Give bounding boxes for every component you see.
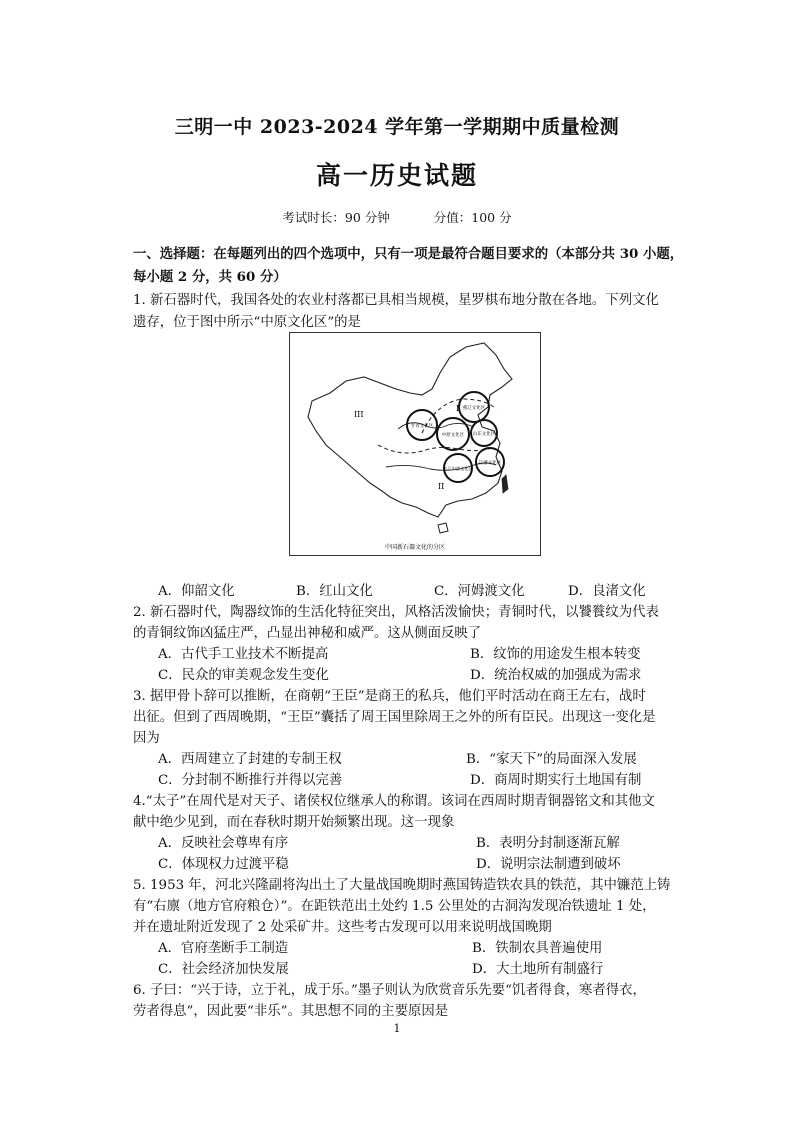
map-hainan-island [438, 523, 448, 533]
q2-stem-line2: 的青铜纹饰凶猛庄严，凸显出神秘和威严。这从侧面反映了 [133, 626, 482, 641]
q1-option-a: A．仰韶文化 [158, 584, 235, 599]
school-title: 三明一中 2023-2024 学年第一学期期中质量检测 [174, 116, 620, 138]
q4-stem-line2: 献中绝少见到，而在春秋时期开始频繁出现。这一现象 [133, 815, 455, 830]
map-circle-label-shandong: 山东文化区 [472, 432, 496, 437]
q1-stem-line2: 遗存，位于图中所示“中原文化区”的是 [133, 315, 361, 330]
q1-option-d: D．良渚文化 [568, 584, 646, 599]
q3-stem-line3: 因为 [133, 731, 160, 746]
map-circle-label-ganqing: 甘青文化区 [410, 424, 434, 429]
q6-stem-line1: 6. 子曰：“兴于诗，立于礼，成于乐。”墨子则认为欣赏音乐先要“饥者得食，寒者得衣， [133, 983, 646, 998]
q3-option-c: C．分封制不断推行并得以完善 [158, 773, 343, 788]
map-circle-label-yanliao: 燕辽文化区 [462, 406, 486, 411]
q4-stem-line1: 4.“太子”在周代是对天子、诸侯权位继承人的称谓。该词在西周时期青铜器铭文和其他文 [133, 794, 655, 809]
exam-title: 高一历史试题 [315, 161, 478, 190]
map-china-outline [308, 343, 512, 517]
q3-stem-line1: 3. 据甲骨卜辞可以推断，在商朝“王臣”是商王的私兵，他们平时活动在商王左右，战时 [133, 689, 646, 704]
q4-option-c: C．体现权力过渡平稳 [158, 857, 289, 872]
q4-option-d: D．说明宗法制遭到破坏 [476, 857, 621, 872]
map-region-label-iii: III [354, 410, 364, 419]
q2-option-a: A．古代手工业技术不断提高 [158, 647, 329, 662]
q2-option-d: D．统治权威的加强成为需求 [470, 668, 642, 683]
q2-option-c: C．民众的审美观念发生变化 [158, 668, 329, 683]
section-heading-line2: 每小题 2 分，共 60 分） [133, 269, 287, 285]
q5-stem-line1: 5. 1953 年，河北兴隆副将沟出土了大量战国晚期时燕国铸造铁农具的铁范，其中镰范上铸 [133, 878, 671, 893]
q4-option-b: B．表明分封制逐渐瓦解 [476, 836, 620, 851]
q6-stem-line2: 劳者得息”，因此要“非乐”。其思想不同的主要原因是 [133, 1004, 449, 1019]
q3-option-a: A．西周建立了封建的专制王权 [158, 752, 342, 767]
q1-stem-line1: 1. 新石器时代，我国各处的农业村落都已具相当规模，星罗棋布地分散在各地。下列文化 [133, 293, 659, 308]
q4-option-a: A．反映社会尊卑有序 [158, 836, 289, 851]
q3-option-d: D．商周时期实行土地国有制 [470, 773, 642, 788]
map-region-label-ii: II [438, 482, 445, 491]
map-figure [290, 333, 540, 555]
q2-stem-line1: 2. 新石器时代，陶器纹饰的生活化特征突出，风格活泼愉快；青铜时代，以饕餮纹为代表 [133, 605, 659, 620]
map-taiwan-island [502, 475, 508, 493]
q5-option-b: B．铁制农具普遍使用 [472, 941, 603, 956]
time-limit: 考试时长：90 分钟 [282, 210, 390, 225]
map-circle-label-zhongyuan: 中原文化区 [441, 433, 465, 438]
exam-meta [0, 208, 794, 226]
neolithic-culture-map [289, 332, 541, 556]
map-region-label-i: I [456, 404, 460, 413]
q3-option-b: B．“家天下”的局面深入发展 [466, 752, 637, 767]
section-heading-line1: 一、选择题：在每题列出的四个选项中，只有一项是最符合题目要求的（本部分共 30 小题， [133, 246, 684, 262]
map-region-boundary-1 [378, 445, 494, 453]
q1-option-c: C．河姆渡文化 [434, 584, 525, 599]
q5-option-c: C．社会经济加快发展 [158, 962, 289, 977]
q5-option-d: D．大土地所有制盛行 [472, 962, 604, 977]
map-circle-label-jiangzhe: 江浙文化区 [478, 461, 502, 466]
q2-option-b: B．纹饰的用途发生根本转变 [470, 647, 641, 662]
q5-stem-line2: 有“右廪（地方官府粮仓）”。在距铁范出土处约 1.5 公里处的古洞沟发现冶铁遗址 1 处， [133, 899, 656, 914]
q3-stem-line2: 出征。但到了西周晚期，“王臣”囊括了周王国里除周王之外的所有臣民。出现这一变化是 [133, 710, 656, 725]
q5-option-a: A．官府垄断手工制造 [158, 941, 289, 956]
q5-stem-line3: 并在遗址附近发现了 2 处采矿井。这些考古发现可以用来说明战国晚期 [133, 920, 552, 935]
total-score: 分值：100 分 [433, 210, 512, 225]
page-number: 1 [393, 1022, 401, 1035]
q1-option-b: B．红山文化 [296, 584, 373, 599]
map-circle-label-changjiang: 长江中游文化区 [443, 466, 473, 471]
map-caption: 中国新石器文化的分区 [384, 544, 446, 551]
